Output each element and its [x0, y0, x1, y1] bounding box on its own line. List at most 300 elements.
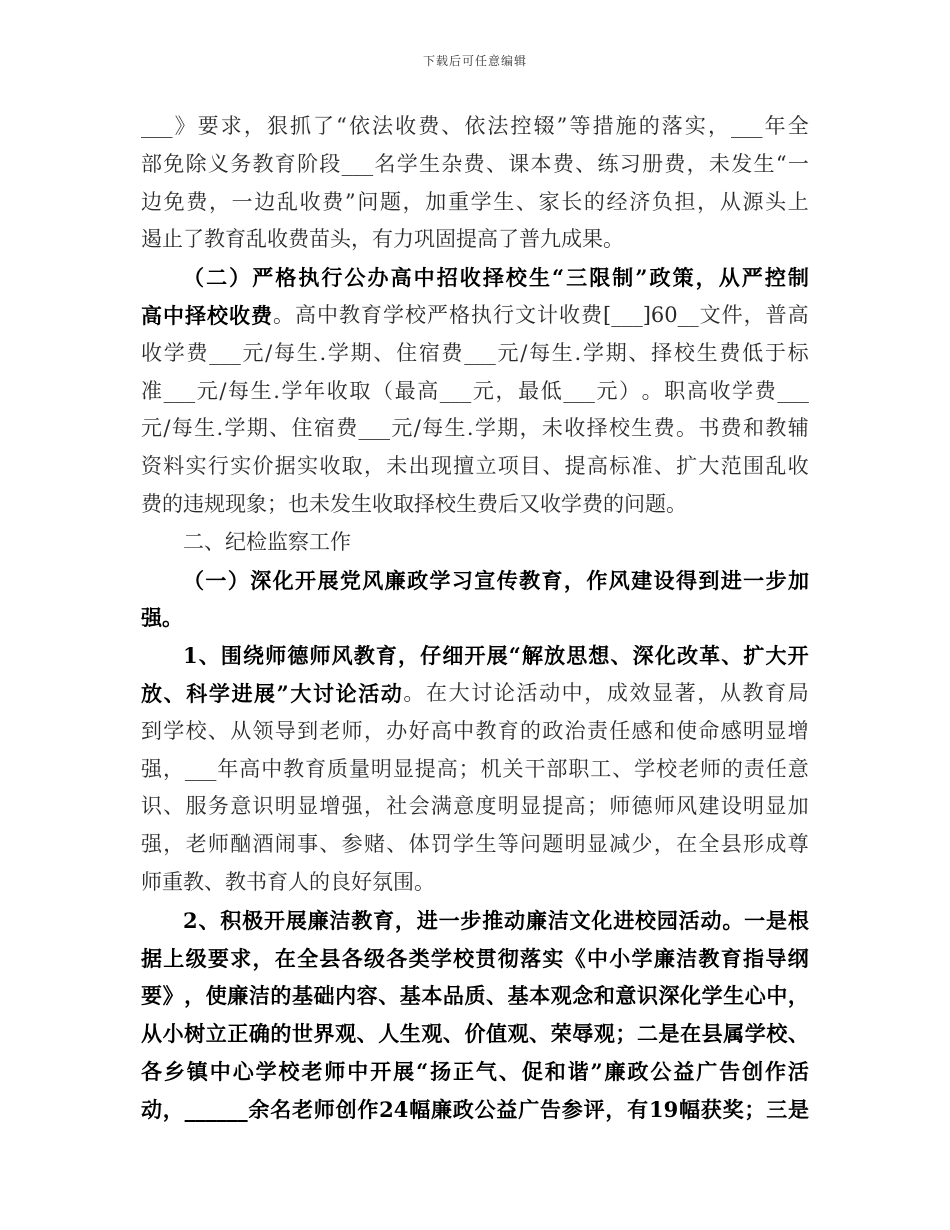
text-glyph: ， [584, 680, 606, 705]
text-glyph: 开 [263, 907, 285, 933]
text-glyph: 目 [520, 454, 542, 479]
text-glyph: 控 [764, 265, 786, 291]
text-glyph: 学 [474, 416, 496, 441]
text-glyph: 习 [451, 567, 473, 593]
text-glyph: （ [183, 265, 204, 291]
text-line [141, 713, 809, 751]
text-glyph: 料 [163, 454, 185, 479]
text-glyph: 中 [766, 983, 788, 1009]
text-glyph: 展 [486, 643, 508, 669]
text-glyph: 高 [436, 756, 458, 781]
text-glyph: 格 [275, 265, 297, 291]
text-glyph: 中 [413, 265, 435, 291]
text-glyph: 家 [538, 189, 560, 214]
text-glyph: 指 [743, 945, 765, 971]
text-glyph: 显 [765, 794, 787, 819]
text-glyph: 费 [754, 378, 776, 403]
text-line [141, 788, 809, 826]
text-glyph: 得 [675, 567, 697, 593]
text-glyph: 全 [297, 945, 319, 971]
text-glyph: ， [363, 794, 385, 819]
text-glyph: 进 [720, 567, 742, 593]
text-glyph: 活 [358, 680, 380, 706]
text-glyph: / [163, 416, 171, 441]
text-glyph: 、 [515, 189, 537, 214]
text-glyph: 元 [196, 378, 218, 403]
text-line [141, 335, 809, 373]
text-glyph: 部 [546, 756, 568, 781]
text-glyph: 明 [743, 794, 765, 819]
text-glyph: 风 [331, 643, 353, 669]
text-glyph: 观 [335, 1021, 357, 1047]
text-glyph: 范 [720, 454, 742, 479]
text-glyph: 生 [250, 378, 272, 403]
text-glyph: 招 [436, 265, 458, 291]
text-line [141, 524, 809, 562]
text-glyph: 开 [370, 1058, 392, 1084]
text-glyph: ___ [141, 114, 173, 138]
text-glyph: 提 [542, 794, 564, 819]
text-glyph: 论 [493, 680, 515, 705]
text-glyph: 建 [698, 794, 720, 819]
text-glyph: 内 [335, 983, 357, 1009]
text-glyph: 价 [464, 1021, 486, 1047]
text-glyph: 观 [421, 1021, 443, 1047]
text-glyph: 文 [569, 907, 591, 933]
text-glyph: 幅 [409, 1096, 431, 1122]
text-glyph: 化 [654, 643, 676, 669]
text-glyph: 意 [453, 794, 475, 819]
text-glyph: ___ [163, 378, 196, 403]
text-glyph: 化 [272, 567, 294, 593]
text-glyph: 基 [399, 983, 421, 1009]
text-glyph: 教 [742, 680, 764, 705]
text-glyph: 根 [787, 907, 809, 933]
text-glyph: 。 [722, 907, 744, 933]
text-glyph: 到 [297, 718, 319, 743]
text-glyph: 学 [208, 680, 230, 706]
text-glyph: 从 [719, 680, 741, 705]
text-glyph: ” [635, 265, 648, 291]
text-glyph: 严 [741, 265, 763, 291]
text-glyph: 事 [297, 832, 319, 857]
text-glyph: 教 [283, 756, 305, 781]
text-glyph: 宿 [418, 340, 440, 365]
text-line [141, 902, 809, 940]
text-glyph: 收 [559, 302, 580, 327]
text-glyph: 、 [787, 1021, 809, 1047]
text-glyph: （ [183, 567, 204, 593]
text-glyph: 导 [274, 718, 296, 743]
text-glyph: 加 [787, 794, 809, 819]
text-glyph: 元 [497, 340, 519, 365]
text-glyph: 扩 [676, 454, 698, 479]
text-glyph: 益 [673, 1058, 695, 1084]
text-glyph: 生 [493, 189, 515, 214]
text-glyph: 费 [186, 189, 208, 214]
text-glyph: 的 [583, 189, 605, 214]
text-glyph: 行 [207, 454, 229, 479]
text-glyph: 科 [186, 680, 208, 706]
text-glyph: 取 [341, 454, 363, 479]
text-glyph: 围 [743, 454, 765, 479]
text-glyph: 讨 [471, 680, 493, 705]
text-glyph: 会 [408, 794, 430, 819]
text-glyph: 步 [765, 567, 787, 593]
text-glyph: 习 [619, 151, 641, 176]
text-glyph: 费 [720, 416, 742, 441]
text-glyph: 识 [252, 794, 274, 819]
text-glyph: . [319, 340, 327, 365]
text-glyph: 义 [207, 151, 229, 176]
text-glyph: 荣 [550, 1021, 572, 1047]
text-glyph: 资 [141, 454, 162, 479]
text-glyph: 展 [285, 907, 307, 933]
text-glyph: 政 [542, 718, 564, 743]
text-glyph: 础 [313, 983, 335, 1009]
text-glyph: ， [252, 945, 274, 971]
text-glyph: 高 [686, 378, 708, 403]
text-line [141, 599, 809, 637]
text-glyph: ， [519, 416, 541, 441]
text-glyph: 每 [422, 416, 444, 441]
text-glyph: 党 [339, 567, 361, 593]
text-glyph: 作 [357, 1096, 379, 1122]
text-glyph: 费 [251, 302, 272, 328]
text-glyph: 费 [186, 340, 208, 365]
text-glyph: 教 [339, 302, 360, 327]
text-glyph: 本 [530, 151, 552, 176]
text-glyph: 住 [291, 416, 313, 441]
text-glyph: “ [552, 265, 565, 291]
text-glyph: 、 [575, 151, 597, 176]
text-glyph: 、 [356, 1021, 378, 1047]
text-glyph: 、 [386, 832, 408, 857]
text-glyph: 酒 [252, 832, 274, 857]
text-glyph: 格 [449, 302, 470, 327]
text-glyph: 老 [301, 1058, 323, 1084]
text-glyph: 强 [141, 756, 162, 781]
text-glyph: 一 [438, 907, 460, 933]
text-glyph: 策 [672, 265, 694, 291]
text-glyph: 的 [721, 756, 743, 781]
text-glyph: 济 [629, 189, 651, 214]
text-glyph: 论 [335, 680, 357, 706]
text-glyph: 老 [291, 1096, 313, 1122]
text-glyph: 全 [698, 832, 720, 857]
text-glyph: 中 [586, 945, 608, 971]
text-glyph: 作 [586, 567, 608, 593]
text-glyph: 控 [510, 114, 532, 138]
text-glyph: 中 [163, 302, 184, 328]
text-glyph: 经 [606, 189, 628, 214]
text-glyph: 全 [787, 114, 809, 138]
text-glyph: 廉 [525, 907, 547, 933]
text-glyph: 、 [163, 680, 185, 706]
text-glyph: 干 [524, 756, 546, 781]
text-glyph: 问 [357, 189, 379, 214]
text-glyph: 严 [252, 265, 274, 291]
text-glyph: 感 [720, 718, 742, 743]
text-glyph: 生 [631, 416, 653, 441]
text-glyph: 传 [496, 567, 518, 593]
text-glyph: 显 [586, 832, 608, 857]
text-glyph: 大 [448, 680, 470, 705]
text-glyph: 设 [653, 567, 675, 593]
text-glyph: 讨 [312, 680, 334, 706]
text-glyph: ） [227, 567, 249, 593]
text-glyph: 明 [370, 756, 392, 781]
page-header: 下载后可任意编辑 [422, 54, 527, 68]
text-glyph: 绕 [243, 643, 265, 669]
text-glyph: 、 [441, 114, 463, 138]
text-line [141, 1015, 809, 1053]
text-glyph: 高 [564, 794, 586, 819]
text-glyph: 各 [386, 945, 408, 971]
text-glyph: 学 [327, 340, 349, 365]
text-glyph: 开 [787, 643, 809, 669]
text-glyph: 强 [341, 794, 363, 819]
text-glyph: 有 [627, 1096, 649, 1122]
text-glyph: 费 [418, 114, 440, 138]
text-glyph: 公 [650, 1058, 672, 1084]
text-glyph: 广 [696, 1058, 718, 1084]
text-glyph: 要 [197, 114, 219, 138]
text-glyph: 化 [591, 907, 613, 933]
text-glyph: 治 [564, 718, 586, 743]
text-glyph: 大 [290, 680, 312, 706]
text-glyph: 》 [174, 114, 196, 138]
text-glyph: 导 [765, 945, 787, 971]
text-glyph: 教 [252, 151, 274, 176]
text-glyph: 年 [217, 756, 239, 781]
text-glyph: 狠 [266, 114, 288, 138]
text-glyph: 执 [298, 265, 320, 291]
text-glyph: 校 [766, 1021, 788, 1047]
text-glyph: 是 [787, 1096, 809, 1122]
text-glyph: 收 [564, 416, 586, 441]
text-glyph: 老 [319, 718, 341, 743]
text-glyph: 乱 [765, 454, 787, 479]
text-glyph: 展 [393, 1058, 415, 1084]
text-glyph: 名 [374, 151, 396, 176]
text-glyph: 求 [220, 114, 242, 138]
text-glyph: 界 [313, 1021, 335, 1047]
text-glyph: 收 [299, 189, 321, 214]
text-glyph: 是 [765, 907, 787, 933]
text-glyph: 任 [765, 756, 787, 781]
text-glyph: 措 [592, 114, 614, 138]
text-glyph: 洁 [547, 907, 569, 933]
text-glyph: 活 [678, 907, 700, 933]
text-glyph: 局 [787, 680, 809, 705]
text-glyph: 据 [141, 945, 162, 971]
text-glyph: 辱 [572, 1021, 594, 1047]
text-glyph: 校 [505, 265, 527, 291]
text-glyph: 镇 [186, 1058, 208, 1084]
text-glyph: 、 [485, 151, 507, 176]
text-glyph: 、 [498, 1058, 520, 1084]
text-segment: 师重教、教书育人的良好氛围。 [141, 869, 435, 894]
text-glyph: ， [605, 1096, 627, 1122]
text-glyph: 革 [699, 643, 721, 669]
text-glyph: 求 [230, 945, 252, 971]
text-glyph: 上 [787, 189, 809, 214]
text-glyph: 减 [609, 832, 631, 857]
text-glyph: 学 [470, 189, 492, 214]
text-glyph: 从 [719, 189, 741, 214]
text-glyph: 幅 [679, 1096, 700, 1122]
text-glyph: 三 [766, 1096, 788, 1122]
text-glyph: 促 [521, 1058, 543, 1084]
text-segment: 费的违规现象；也未发生收取择校生费后又收学费的问题。 [141, 491, 687, 516]
text-glyph: ______ [184, 1096, 248, 1122]
text-glyph: 低 [540, 378, 562, 403]
text-glyph: 费 [552, 151, 574, 176]
text-glyph: 廉 [227, 983, 249, 1009]
text-glyph: 显 [392, 756, 414, 781]
text-glyph: 显 [652, 680, 674, 705]
text-glyph: 、 [442, 1021, 464, 1047]
text-line [141, 977, 809, 1015]
text-glyph: 意 [230, 794, 252, 819]
text-glyph: 政 [407, 567, 429, 593]
text-glyph: 显 [765, 718, 787, 743]
text-glyph: 育 [720, 945, 742, 971]
text-glyph: 19 [648, 1096, 679, 1122]
text-glyph: 办 [386, 718, 408, 743]
text-glyph: 和 [743, 416, 764, 441]
text-glyph: 放 [141, 680, 162, 706]
text-glyph: 低 [742, 340, 764, 365]
text-glyph: 高 [239, 756, 261, 781]
text-glyph: 放 [544, 643, 566, 669]
text-glyph: 元 [472, 378, 494, 403]
text-glyph: 从 [230, 718, 252, 743]
text-glyph: 级 [363, 945, 385, 971]
text-glyph: 实 [185, 454, 207, 479]
text-glyph: 德 [287, 643, 309, 669]
text-glyph: 擅 [453, 454, 475, 479]
text-glyph: 创 [742, 1058, 764, 1084]
text-glyph: 政 [627, 1058, 649, 1084]
text-glyph: 学 [255, 1058, 277, 1084]
text-glyph: 据 [274, 454, 296, 479]
text-glyph: 公 [474, 1096, 496, 1122]
text-glyph: 评 [583, 1096, 605, 1122]
text-glyph: 费 [463, 151, 485, 176]
text-glyph: 动 [504, 907, 526, 933]
text-glyph: 师 [265, 643, 287, 669]
text-glyph: 提 [414, 756, 436, 781]
text-glyph: 高 [390, 265, 412, 291]
text-glyph: 制 [787, 265, 809, 291]
text-glyph: 实 [542, 945, 564, 971]
text-glyph: 、 [628, 340, 650, 365]
text-glyph: 职 [568, 756, 590, 781]
text-glyph: 、 [612, 756, 634, 781]
text-glyph: 、 [529, 1021, 551, 1047]
text-glyph: 思 [566, 643, 588, 669]
text-glyph: 书 [698, 416, 720, 441]
text-glyph: 高 [787, 302, 809, 327]
text-glyph: 想 [588, 643, 610, 669]
text-glyph: 费 [653, 416, 675, 441]
text-glyph: 一 [205, 567, 227, 593]
text-glyph: 册 [642, 151, 664, 176]
text-glyph: 每 [228, 378, 250, 403]
text-glyph: 未 [386, 454, 408, 479]
text-glyph: 执 [471, 302, 492, 327]
text-glyph: 等 [497, 832, 519, 857]
text-glyph: 建 [631, 567, 653, 593]
text-glyph: 余 [248, 1096, 270, 1122]
text-glyph: 期 [497, 416, 519, 441]
text-glyph: 落 [661, 114, 683, 138]
text-glyph: 二 [206, 265, 228, 291]
text-glyph: 、 [486, 983, 507, 1009]
text-glyph: 育 [373, 907, 395, 933]
text-line [141, 1053, 809, 1091]
text-glyph: ， [695, 265, 717, 291]
text-glyph: 最 [518, 378, 540, 403]
text-glyph: 使 [676, 718, 698, 743]
text-glyph: 收 [709, 378, 731, 403]
text-glyph: 奖 [722, 1096, 744, 1122]
text-glyph: 纲 [787, 945, 809, 971]
text-glyph: 深 [250, 567, 272, 593]
text-glyph: 教 [519, 567, 541, 593]
text-glyph: 大 [765, 643, 787, 669]
text-glyph: 满 [430, 794, 452, 819]
text-glyph: 每 [273, 340, 295, 365]
text-glyph: 任 [609, 718, 631, 743]
text-glyph: 意 [615, 983, 637, 1009]
text-glyph: 使 [205, 983, 227, 1009]
text-glyph: 观 [550, 983, 572, 1009]
text-glyph: 年 [304, 378, 326, 403]
text-glyph: 。 [675, 416, 697, 441]
text-glyph: 细 [442, 643, 464, 669]
text-glyph: 取 [349, 378, 371, 403]
text-glyph: ； [615, 1021, 637, 1047]
text-glyph: 进 [231, 680, 253, 706]
text-glyph: 贯 [475, 945, 497, 971]
text-glyph: 、 [269, 416, 291, 441]
text-glyph: 中 [347, 1058, 369, 1084]
text-glyph: 育 [361, 302, 382, 327]
text-glyph: 观 [593, 1021, 615, 1047]
text-glyph: 教 [475, 718, 497, 743]
text-glyph: 费 [581, 302, 602, 327]
text-glyph: 责 [743, 756, 765, 781]
text-glyph: 廉 [604, 1058, 626, 1084]
text-glyph: 扩 [743, 643, 765, 669]
text-glyph: 师 [313, 1096, 335, 1122]
text-glyph: 生 [753, 151, 775, 176]
text-line [141, 864, 809, 902]
text-glyph: 问 [520, 832, 542, 857]
text-glyph: 杂 [441, 151, 463, 176]
text-glyph: 收 [459, 265, 481, 291]
text-glyph: ___ [731, 114, 763, 138]
text-glyph: 值 [486, 1021, 507, 1047]
text-glyph: 现 [430, 454, 452, 479]
text-glyph: 机 [480, 756, 502, 781]
text-glyph: 识 [636, 983, 658, 1009]
text-glyph: 、 [610, 643, 632, 669]
text-glyph: 著 [674, 680, 696, 705]
